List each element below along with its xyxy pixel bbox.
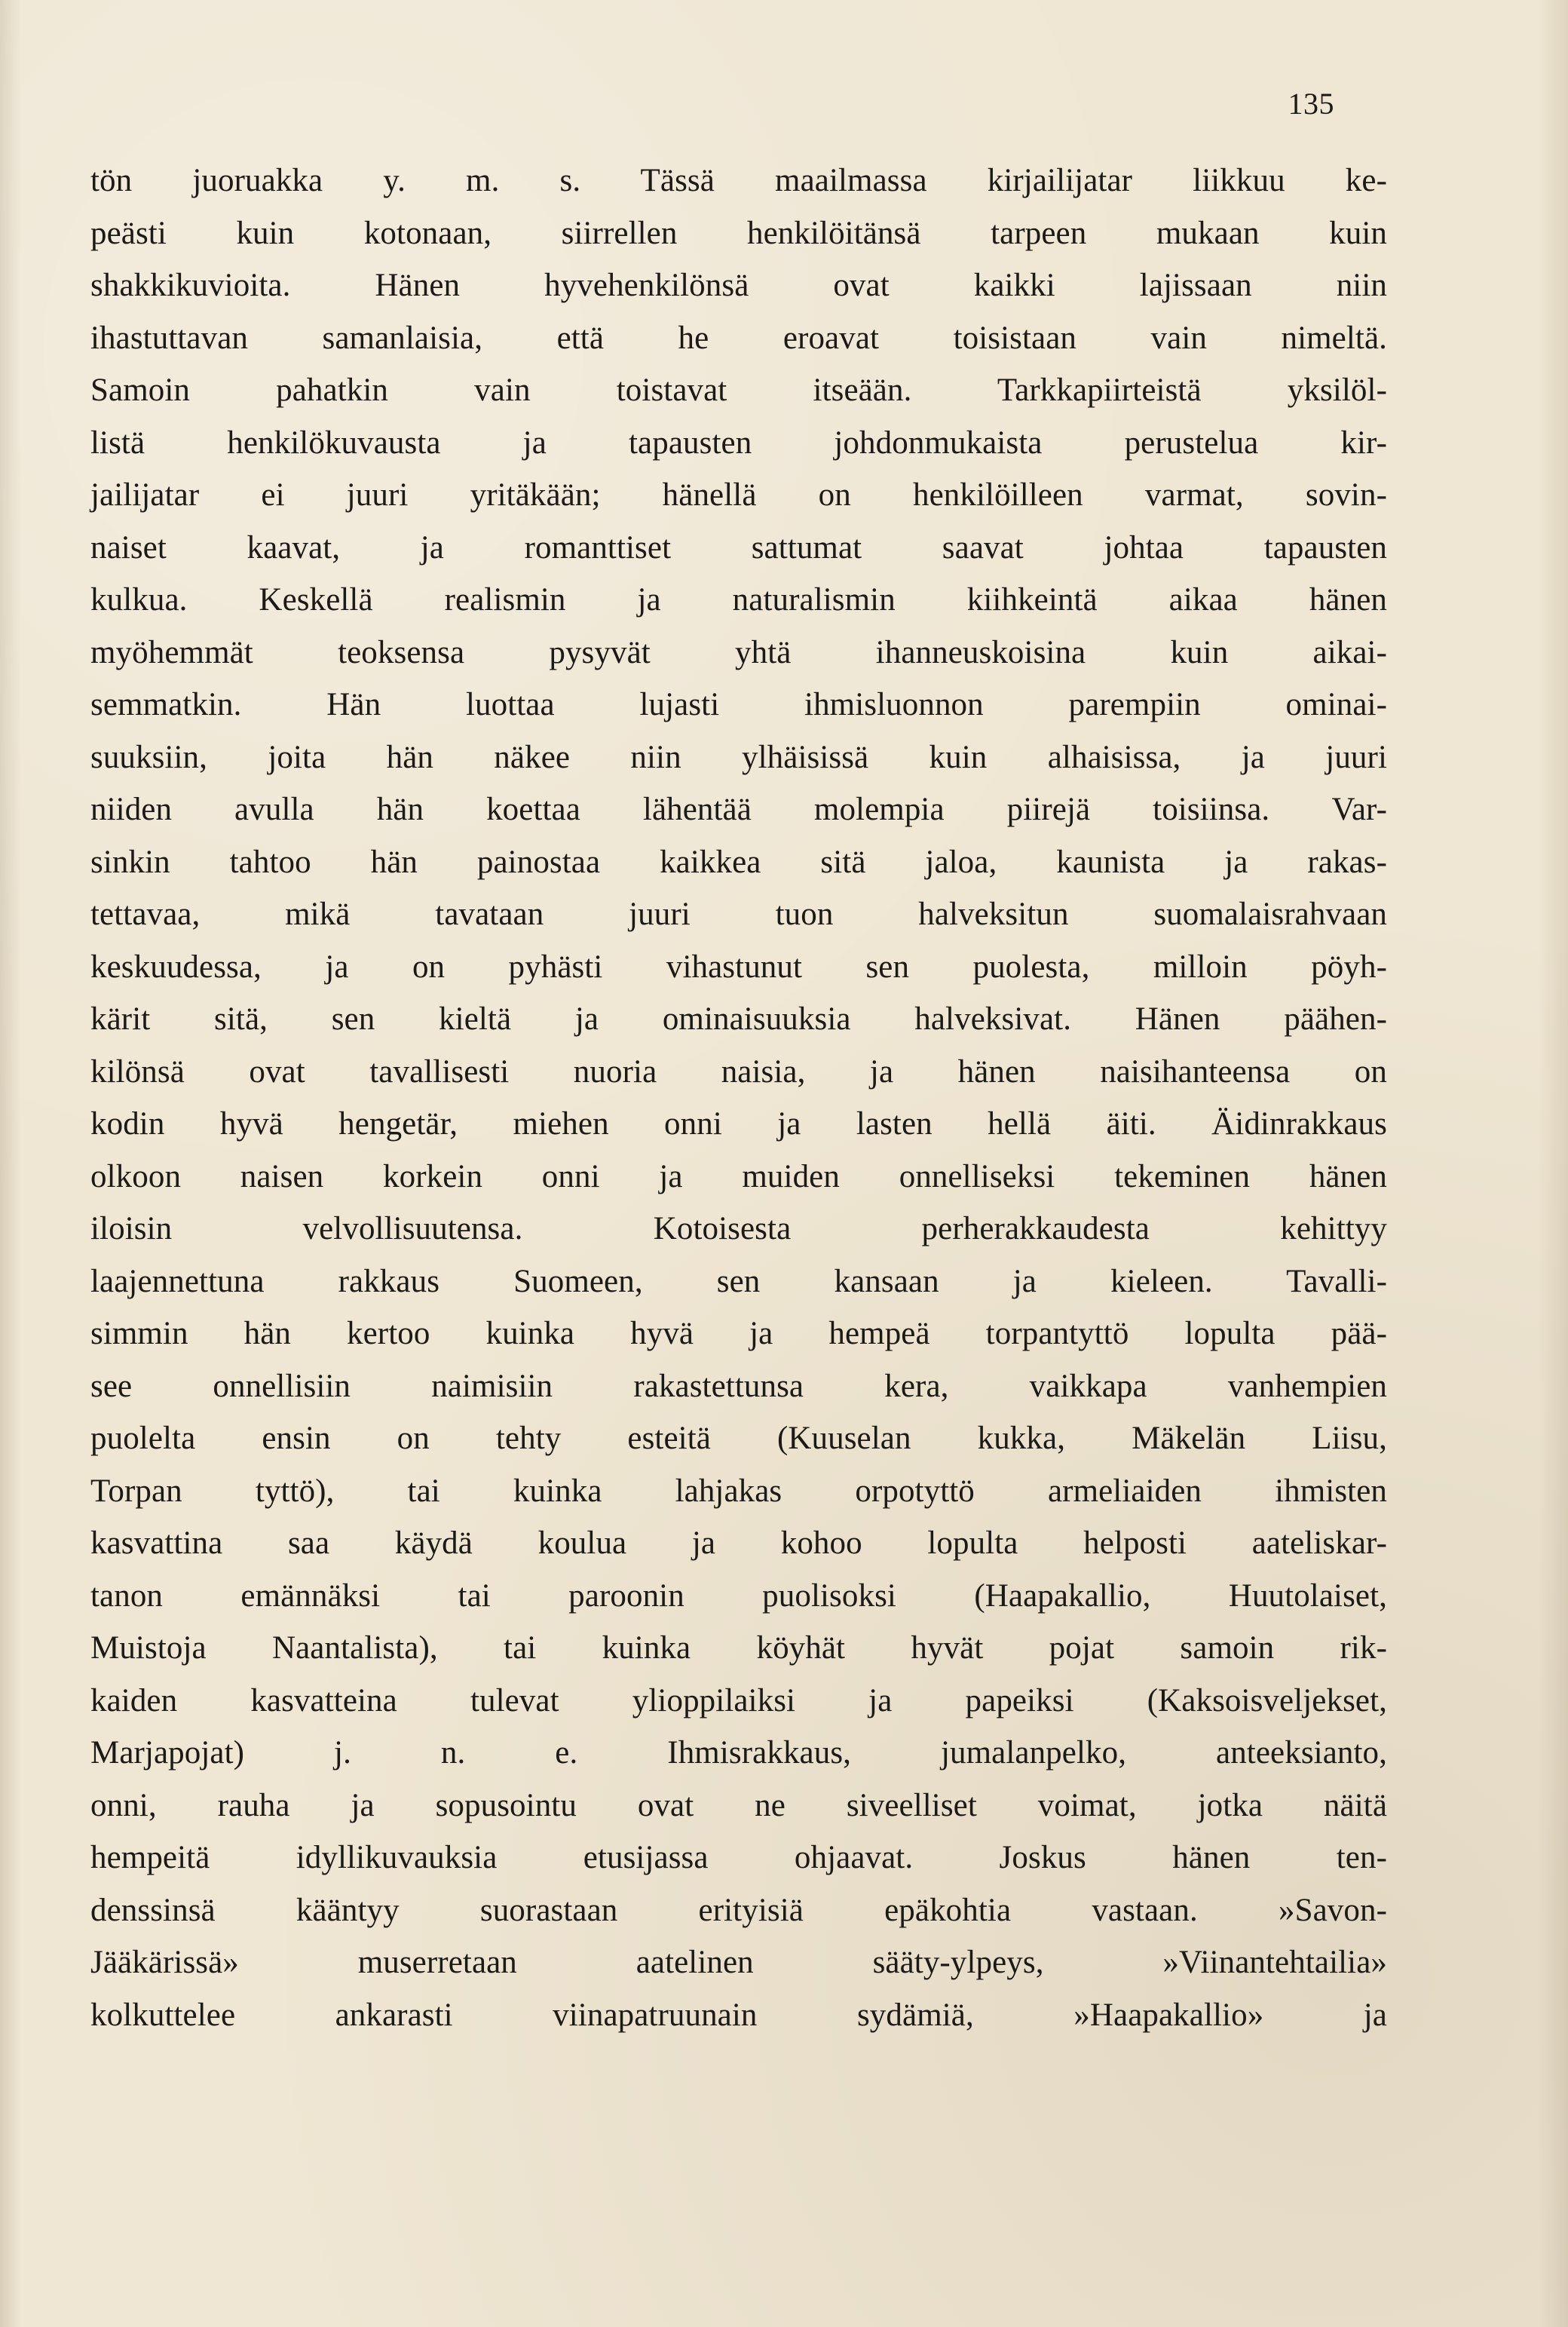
text-line: keskuudessa, ja on pyhästi vihastunut sen puolesta, milloin pöyh-	[90, 949, 1387, 985]
text-line: olkoon naisen korkein onni ja muiden onnelliseksi tekeminen hänen	[90, 1158, 1387, 1194]
text-line: kilönsä ovat tavallisesti nuoria naisia, ja hänen naisihanteensa on	[90, 1053, 1387, 1090]
text-line: myöhemmät teoksensa pysyvät yhtä ihanneuskoisina kuin aikai-	[90, 634, 1387, 670]
text-line: kaiden kasvatteina tulevat ylioppilaiksi ja papeiksi (Kaksoisveljekset,	[90, 1682, 1387, 1718]
text-line: onni, rauha ja sopusointu ovat ne siveelliset voimat, jotka näitä	[90, 1787, 1387, 1823]
text-line: kärit sitä, sen kieltä ja ominaisuuksia halveksivat. Hänen päähen-	[90, 1001, 1387, 1037]
text-line: Marjapojat) j. n. e. Ihmisrakkaus, jumalanpelko, anteeksianto,	[90, 1735, 1387, 1771]
text-line: see onnellisiin naimisiin rakastettunsa kera, vaikkapa vanhempien	[90, 1368, 1387, 1404]
text-line: kulkua. Keskellä realismin ja naturalismin kiihkeintä aikaa hänen	[90, 582, 1387, 618]
text-line: kodin hyvä hengetär, miehen onni ja lasten hellä äiti. Äidinrakkaus	[90, 1106, 1387, 1142]
text-line: ihastuttavan samanlaisia, että he eroavat toisistaan vain nimeltä.	[90, 320, 1387, 356]
text-line: jailijatar ei juuri yritäkään; hänellä on henkilöilleen varmat, sovin-	[90, 477, 1387, 513]
text-line: tön juoruakka y. m. s. Tässä maailmassa kirjailijatar liikkuu ke-	[90, 163, 1387, 198]
text-line: denssinsä kääntyy suorastaan erityisiä epäkohtia vastaan. »Savon-	[90, 1892, 1387, 1928]
text-line: listä henkilökuvausta ja tapausten johdonmukaista perustelua kir-	[90, 425, 1387, 461]
text-line: tanon emännäksi tai paroonin puolisoksi (Haapakallio, Huutolaiset,	[90, 1577, 1387, 1614]
text-line: kasvattina saa käydä koulua ja kohoo lopulta helposti aateliskar-	[90, 1525, 1387, 1561]
text-line: suuksiin, joita hän näkee niin ylhäisissä kuin alhaisissa, ja juuri	[90, 739, 1387, 775]
text-line: Muistoja Naantalista), tai kuinka köyhät hyvät pojat samoin rik-	[90, 1630, 1387, 1666]
text-line: semmatkin. Hän luottaa lujasti ihmisluonnon parempiin ominai-	[90, 687, 1387, 722]
text-line: shakkikuvioita. Hänen hyvehenkilönsä ovat kaikki lajissaan niin	[90, 268, 1387, 303]
text-line: Samoin pahatkin vain toistavat itseään. Tarkkapiirteistä yksilöl-	[90, 373, 1387, 408]
text-line: naiset kaavat, ja romanttiset sattumat saavat johtaa tapausten	[90, 529, 1387, 566]
text-line: kolkuttelee ankarasti viinapatruunain sydämiä, »Haapakallio» ja	[90, 1997, 1387, 2033]
text-line: puolelta ensin on tehty esteitä (Kuuselan kukka, Mäkelän Liisu,	[90, 1421, 1387, 1456]
text-line: iloisin velvollisuutensa. Kotoisesta perherakkaudesta kehittyy	[90, 1211, 1387, 1246]
text-line: sinkin tahtoo hän painostaa kaikkea sitä jaloa, kaunista ja rakas-	[90, 844, 1387, 880]
text-line: Torpan tyttö), tai kuinka lahjakas orpotyttö armeliaiden ihmisten	[90, 1473, 1387, 1509]
text-line: simmin hän kertoo kuinka hyvä ja hempeä torpantyttö lopulta pää-	[90, 1316, 1387, 1351]
text-line: hempeitä idyllikuvauksia etusijassa ohjaavat. Joskus hänen ten-	[90, 1840, 1387, 1875]
body-text	[90, 155, 1387, 2041]
text-line: laajennettuna rakkaus Suomeen, sen kansaan ja kieleen. Tavalli-	[90, 1263, 1387, 1299]
text-line: niiden avulla hän koettaa lähentää molempia piirejä toisiinsa. Var-	[90, 792, 1387, 827]
text-line: tettavaa, mikä tavataan juuri tuon halveksitun suomalaisrahvaan	[90, 897, 1387, 932]
text-line: peästi kuin kotonaan, siirrellen henkilöitänsä tarpeen mukaan kuin	[90, 215, 1387, 251]
text-line: Jääkärissä» muserretaan aatelinen sääty-ylpeys, »Viinantehtailia»	[90, 1945, 1387, 1980]
page-number: 135	[1288, 87, 1334, 121]
